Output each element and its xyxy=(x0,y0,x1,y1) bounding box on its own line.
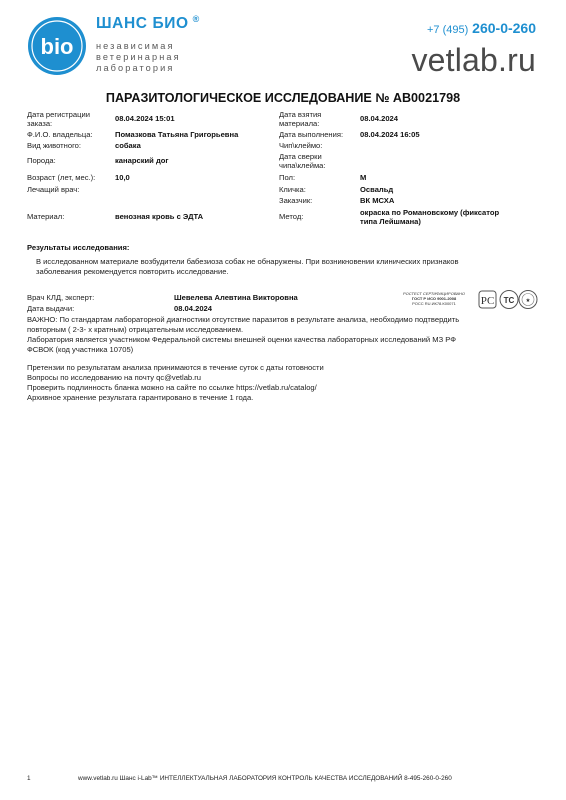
age-label: Возраст (лет, мес.): xyxy=(27,173,96,182)
chip-check-label: Дата сверки чипа\клейма: xyxy=(279,152,326,170)
done-date-value: 08.04.2024 16:05 xyxy=(360,130,420,139)
svg-text:РС: РС xyxy=(480,295,495,307)
reg-date-label: Дата регистрации заказа: xyxy=(27,110,90,128)
method-value: окраска по Романовскому (фиксатор типа Лейшмана) xyxy=(360,208,500,226)
material-label: Материал: xyxy=(27,212,65,221)
logo-text: bio xyxy=(40,34,74,59)
reg-date-value: 08.04.2024 15:01 xyxy=(115,114,175,123)
notes-line-4: ФСВОК (код участника 10705) xyxy=(27,345,134,354)
claims-line-3: Проверить подлинность бланка можно на сайте по ссылке https://vetlab.ru/catalog/ xyxy=(27,383,317,392)
results-line-2: заболевания рекомендуется повторить исследование. xyxy=(36,267,229,276)
registered-mark: ® xyxy=(192,14,200,24)
nickname-label: Кличка: xyxy=(279,185,306,194)
claims-line-1: Претензии по результатам анализа принимаются в течение суток с даты готовности xyxy=(27,363,324,372)
nickname-value: Освальд xyxy=(360,185,394,194)
customer-label: Заказчик: xyxy=(279,196,313,205)
tagline-line-3: лаборатория xyxy=(96,63,175,73)
issue-date-label: Дата выдачи: xyxy=(27,304,75,313)
svg-text:★: ★ xyxy=(525,298,531,304)
breed-label: Порода: xyxy=(27,156,56,165)
sample-date-value: 08.04.2024 xyxy=(360,114,399,123)
page-number: 1 xyxy=(27,775,31,782)
notes-line-3: Лаборатория является участником Федеральной системы внешней оценки качества лабораторных исследований МЗ РФ xyxy=(27,335,457,344)
website: vetlab.ru xyxy=(411,42,536,78)
age-value: 10,0 xyxy=(115,173,130,182)
tagline-line-1: независимая xyxy=(96,41,175,51)
bio-logo xyxy=(27,16,87,76)
footer-text: www.vetlab.ru Шанс i-Lab™ ИНТЕЛЛЕКТУАЛЬНАЯ ЛАБОРАТОРИЯ КОНТРОЛЬ КАЧЕСТВА ИССЛЕДОВАНИЙ 8-495-260-0-260 xyxy=(78,775,452,782)
material-value: венозная кровь с ЭДТА xyxy=(115,212,204,221)
brand-name: ШАНС БИО ® xyxy=(96,14,200,33)
sex-label: Пол: xyxy=(279,173,296,182)
tagline-line-2: ветеринарная xyxy=(96,52,181,62)
phone-number: +7 (495) 260-0-260 xyxy=(427,20,536,36)
svg-text:ТС: ТС xyxy=(503,296,515,305)
sample-date-label: Дата взятия материала: xyxy=(279,110,322,128)
document-title: ПАРАЗИТОЛОГИЧЕСКОЕ ИССЛЕДОВАНИЕ № AB0021798 xyxy=(105,91,461,105)
certification-marks xyxy=(478,289,538,311)
issue-date-value: 08.04.2024 xyxy=(174,304,213,313)
owner-label: Ф.И.О. владельца: xyxy=(27,130,93,139)
notes-line-2: повторным ( 2-3- х кратным) отрицательным исследованием. xyxy=(27,325,244,334)
doctor-label: Лечащий врач: xyxy=(27,185,80,194)
species-label: Вид животного: xyxy=(27,141,82,150)
owner-value: Помазкова Татьяна Григорьевна xyxy=(115,130,239,139)
claims-line-4: Архивное хранение результата гарантировано в течение 1 года. xyxy=(27,393,254,402)
expert-name: Шевелева Алевтина Викторовна xyxy=(174,293,298,302)
results-line-1: В исследованном материале возбудители бабезиоза собак не обнаружены. При возникновении клинических признаков xyxy=(36,257,459,266)
expert-label: Врач КЛД, эксперт: xyxy=(27,293,95,302)
results-heading: Результаты исследования: xyxy=(27,243,130,252)
chip-label: Чип\клеймо: xyxy=(279,141,323,150)
notes-line-1: ВАЖНО: По стандартам лабораторной диагностики отсутствие паразитов в результате анализа, необходимо подтвердить xyxy=(27,315,460,324)
sex-value: М xyxy=(360,173,367,182)
certification-text: РОСТЕСТ СЕРТИФИЦИРОВАНО ГОСТ Р ИСО 9001-2008 РОСС RU.ИК78.К00071 xyxy=(402,291,466,306)
breed-value: канарский дог xyxy=(115,156,169,165)
customer-value: ВК МСХА xyxy=(360,196,395,205)
claims-line-2: Вопросы по исследованию на почту qc@vetlab.ru xyxy=(27,373,202,382)
method-label: Метод: xyxy=(279,212,304,221)
done-date-label: Дата выполнения: xyxy=(279,130,344,139)
species-value: собака xyxy=(115,141,141,150)
